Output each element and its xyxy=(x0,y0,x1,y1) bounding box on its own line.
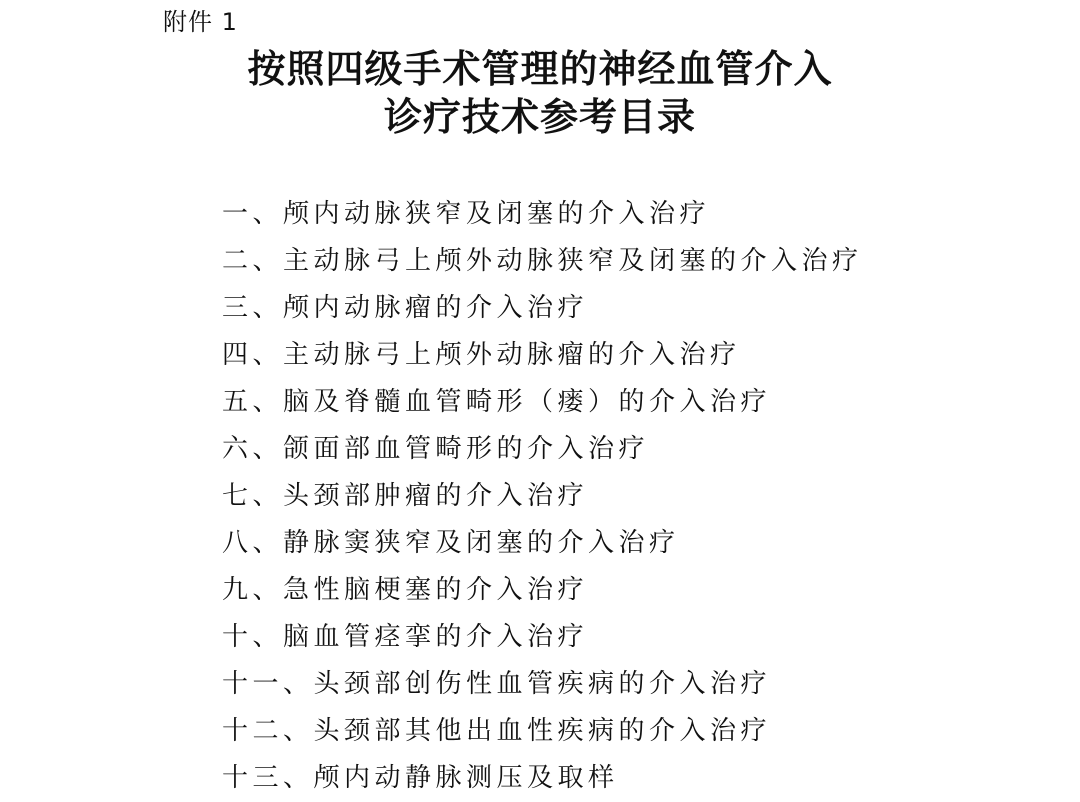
list-item: 十二、头颈部其他出血性疾病的介入治疗 xyxy=(222,716,772,746)
list-item: 十、脑血管痉挛的介入治疗 xyxy=(222,622,589,652)
list-item: 九、急性脑梗塞的介入治疗 xyxy=(222,575,589,605)
attachment-label: 附件 1 xyxy=(163,8,238,36)
list-item: 二、主动脉弓上颅外动脉狭窄及闭塞的介入治疗 xyxy=(222,246,863,276)
document-title-line-1: 按照四级手术管理的神经血管介入 xyxy=(247,47,833,91)
document-title-line-2: 诊疗技术参考目录 xyxy=(383,95,696,139)
technique-list xyxy=(222,191,863,802)
list-item: 七、头颈部肿瘤的介入治疗 xyxy=(222,481,589,511)
list-item: 六、颌面部血管畸形的介入治疗 xyxy=(222,434,650,464)
list-item: 八、静脉窦狭窄及闭塞的介入治疗 xyxy=(222,528,680,558)
list-item: 十一、头颈部创伤性血管疾病的介入治疗 xyxy=(222,669,772,699)
list-item: 五、脑及脊髓血管畸形（瘘）的介入治疗 xyxy=(222,387,772,417)
list-item: 四、主动脉弓上颅外动脉瘤的介入治疗 xyxy=(222,340,741,370)
list-item: 十三、颅内动静脉测压及取样 xyxy=(222,763,619,793)
list-item: 一、颅内动脉狭窄及闭塞的介入治疗 xyxy=(222,199,711,229)
list-item: 三、颅内动脉瘤的介入治疗 xyxy=(222,293,589,323)
